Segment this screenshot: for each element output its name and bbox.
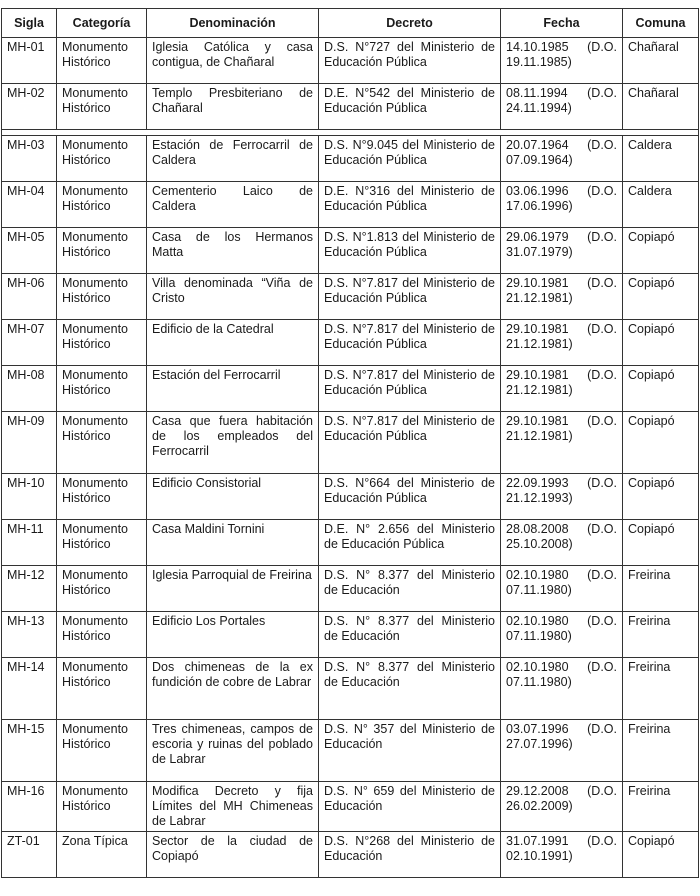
header-decreto: Decreto <box>319 9 501 38</box>
table-body <box>2 38 699 878</box>
cell-denominacion: Estación de Ferrocarril de Caldera <box>147 136 319 182</box>
table-row <box>2 320 699 366</box>
table-row <box>2 228 699 274</box>
cell-fecha: 29.10.1981 (D.O. 21.12.1981) <box>501 320 623 366</box>
cell-comuna: Copiapó <box>623 412 699 474</box>
cell-categoria: Monumento Histórico <box>57 274 147 320</box>
cell-denominacion: Iglesia Católica y casa contigua, de Chañaral <box>147 38 319 84</box>
cell-categoria: Monumento Histórico <box>57 84 147 130</box>
header-denominacion: Denominación <box>147 9 319 38</box>
cell-decreto: D.S. N°7.817 del Ministerio de Educación Pública <box>319 412 501 474</box>
cell-comuna: Chañaral <box>623 84 699 130</box>
cell-sigla: MH-16 <box>2 782 57 832</box>
cell-fecha: 02.10.1980 (D.O. 07.11.1980) <box>501 566 623 612</box>
cell-decreto: D.E. N°316 del Ministerio de Educación Pública <box>319 182 501 228</box>
cell-categoria: Monumento Histórico <box>57 566 147 612</box>
cell-categoria: Monumento Histórico <box>57 720 147 782</box>
cell-denominacion: Dos chimeneas de la ex fundición de cobre de Labrar <box>147 658 319 720</box>
cell-denominacion: Casa que fuera habitación de los empleados del Ferrocarril <box>147 412 319 474</box>
cell-decreto: D.S. N°9.045 del Ministerio de Educación Pública <box>319 136 501 182</box>
cell-sigla: MH-10 <box>2 474 57 520</box>
cell-fecha: 02.10.1980 (D.O. 07.11.1980) <box>501 658 623 720</box>
cell-sigla: MH-13 <box>2 612 57 658</box>
cell-fecha: 29.12.2008 (D.O. 26.02.2009) <box>501 782 623 832</box>
cell-decreto: D.S. N°7.817 del Ministerio de Educación Pública <box>319 366 501 412</box>
cell-denominacion: Tres chimeneas, campos de escoria y ruinas del poblado de Labrar <box>147 720 319 782</box>
cell-decreto: D.S. N°7.817 del Ministerio de Educación Pública <box>319 320 501 366</box>
cell-categoria: Monumento Histórico <box>57 612 147 658</box>
table-row <box>2 782 699 832</box>
cell-decreto: D.S. N°664 del Ministerio de Educación Pública <box>319 474 501 520</box>
cell-sigla: MH-07 <box>2 320 57 366</box>
cell-sigla: MH-12 <box>2 566 57 612</box>
cell-comuna: Freirina <box>623 566 699 612</box>
cell-decreto: D.S. N° 357 del Ministerio de Educación <box>319 720 501 782</box>
table-row <box>2 520 699 566</box>
cell-denominacion: Edificio de la Catedral <box>147 320 319 366</box>
header-categoria: Categoría <box>57 9 147 38</box>
cell-sigla: MH-01 <box>2 38 57 84</box>
cell-categoria: Monumento Histórico <box>57 228 147 274</box>
table-row <box>2 182 699 228</box>
cell-fecha: 29.10.1981 (D.O. 21.12.1981) <box>501 412 623 474</box>
table-row <box>2 658 699 720</box>
cell-decreto: D.S. N° 8.377 del Ministerio de Educación <box>319 658 501 720</box>
cell-denominacion: Casa Maldini Tornini <box>147 520 319 566</box>
table-header-row <box>2 9 699 38</box>
cell-decreto: D.S. N° 8.377 del Ministerio de Educación <box>319 612 501 658</box>
cell-comuna: Copiapó <box>623 320 699 366</box>
header-comuna: Comuna <box>623 9 699 38</box>
cell-comuna: Copiapó <box>623 832 699 878</box>
cell-denominacion: Cementerio Laico de Caldera <box>147 182 319 228</box>
cell-comuna: Copiapó <box>623 274 699 320</box>
cell-sigla: MH-06 <box>2 274 57 320</box>
cell-sigla: MH-15 <box>2 720 57 782</box>
table-row <box>2 136 699 182</box>
cell-denominacion: Templo Presbiteriano de Chañaral <box>147 84 319 130</box>
header-sigla: Sigla <box>2 9 57 38</box>
cell-fecha: 29.06.1979 (D.O. 31.07.1979) <box>501 228 623 274</box>
cell-sigla: MH-08 <box>2 366 57 412</box>
table-row <box>2 474 699 520</box>
table-row <box>2 832 699 878</box>
cell-decreto: D.S. N°7.817 del Ministerio de Educación Pública <box>319 274 501 320</box>
cell-denominacion: Sector de la ciudad de Copiapó <box>147 832 319 878</box>
cell-fecha: 29.10.1981 (D.O. 21.12.1981) <box>501 274 623 320</box>
cell-fecha: 28.08.2008 (D.O. 25.10.2008) <box>501 520 623 566</box>
cell-fecha: 02.10.1980 (D.O. 07.11.1980) <box>501 612 623 658</box>
cell-sigla: MH-04 <box>2 182 57 228</box>
cell-fecha: 20.07.1964 (D.O. 07.09.1964) <box>501 136 623 182</box>
cell-sigla: ZT-01 <box>2 832 57 878</box>
cell-comuna: Freirina <box>623 720 699 782</box>
cell-categoria: Monumento Histórico <box>57 366 147 412</box>
cell-fecha: 03.06.1996 (D.O. 17.06.1996) <box>501 182 623 228</box>
cell-categoria: Monumento Histórico <box>57 182 147 228</box>
table-row <box>2 274 699 320</box>
cell-denominacion: Edificio Los Portales <box>147 612 319 658</box>
monuments-table <box>1 8 699 878</box>
cell-comuna: Copiapó <box>623 520 699 566</box>
cell-denominacion: Villa denominada “Viña de Cristo <box>147 274 319 320</box>
cell-denominacion: Modifica Decreto y fija Límites del MH Chimeneas de Labrar <box>147 782 319 832</box>
cell-fecha: 22.09.1993 (D.O. 21.12.1993) <box>501 474 623 520</box>
cell-sigla: MH-03 <box>2 136 57 182</box>
cell-sigla: MH-09 <box>2 412 57 474</box>
cell-decreto: D.E. N°542 del Ministerio de Educación Pública <box>319 84 501 130</box>
cell-decreto: D.S. N° 659 del Ministerio de Educación <box>319 782 501 832</box>
cell-decreto: D.S. N°1.813 del Ministerio de Educación Pública <box>319 228 501 274</box>
cell-categoria: Monumento Histórico <box>57 136 147 182</box>
cell-fecha: 14.10.1985 (D.O. 19.11.1985) <box>501 38 623 84</box>
cell-comuna: Copiapó <box>623 474 699 520</box>
cell-denominacion: Edificio Consistorial <box>147 474 319 520</box>
cell-comuna: Freirina <box>623 782 699 832</box>
cell-decreto: D.S. N° 8.377 del Ministerio de Educación <box>319 566 501 612</box>
cell-categoria: Monumento Histórico <box>57 782 147 832</box>
table-row <box>2 720 699 782</box>
cell-comuna: Freirina <box>623 658 699 720</box>
cell-denominacion: Iglesia Parroquial de Freirina <box>147 566 319 612</box>
cell-comuna: Chañaral <box>623 38 699 84</box>
monuments-table-container <box>1 8 698 878</box>
cell-categoria: Monumento Histórico <box>57 38 147 84</box>
cell-denominacion: Casa de los Hermanos Matta <box>147 228 319 274</box>
cell-comuna: Copiapó <box>623 228 699 274</box>
table-row <box>2 38 699 84</box>
cell-fecha: 08.11.1994 (D.O. 24.11.1994) <box>501 84 623 130</box>
table-row <box>2 84 699 130</box>
cell-comuna: Copiapó <box>623 366 699 412</box>
cell-categoria: Monumento Histórico <box>57 412 147 474</box>
cell-fecha: 31.07.1991 (D.O. 02.10.1991) <box>501 832 623 878</box>
cell-categoria: Monumento Histórico <box>57 320 147 366</box>
cell-sigla: MH-02 <box>2 84 57 130</box>
cell-categoria: Monumento Histórico <box>57 520 147 566</box>
cell-categoria: Zona Típica <box>57 832 147 878</box>
header-fecha: Fecha <box>501 9 623 38</box>
cell-decreto: D.E. N° 2.656 del Ministerio de Educación Pública <box>319 520 501 566</box>
cell-comuna: Freirina <box>623 612 699 658</box>
table-row <box>2 412 699 474</box>
table-row <box>2 612 699 658</box>
cell-sigla: MH-11 <box>2 520 57 566</box>
cell-comuna: Caldera <box>623 136 699 182</box>
cell-comuna: Caldera <box>623 182 699 228</box>
cell-sigla: MH-05 <box>2 228 57 274</box>
cell-decreto: D.S. N°268 del Ministerio de Educación <box>319 832 501 878</box>
table-row <box>2 566 699 612</box>
table-row <box>2 366 699 412</box>
cell-categoria: Monumento Histórico <box>57 474 147 520</box>
cell-fecha: 03.07.1996 (D.O. 27.07.1996) <box>501 720 623 782</box>
cell-categoria: Monumento Histórico <box>57 658 147 720</box>
cell-denominacion: Estación del Ferrocarril <box>147 366 319 412</box>
cell-decreto: D.S. N°727 del Ministerio de Educación Pública <box>319 38 501 84</box>
cell-sigla: MH-14 <box>2 658 57 720</box>
cell-fecha: 29.10.1981 (D.O. 21.12.1981) <box>501 366 623 412</box>
